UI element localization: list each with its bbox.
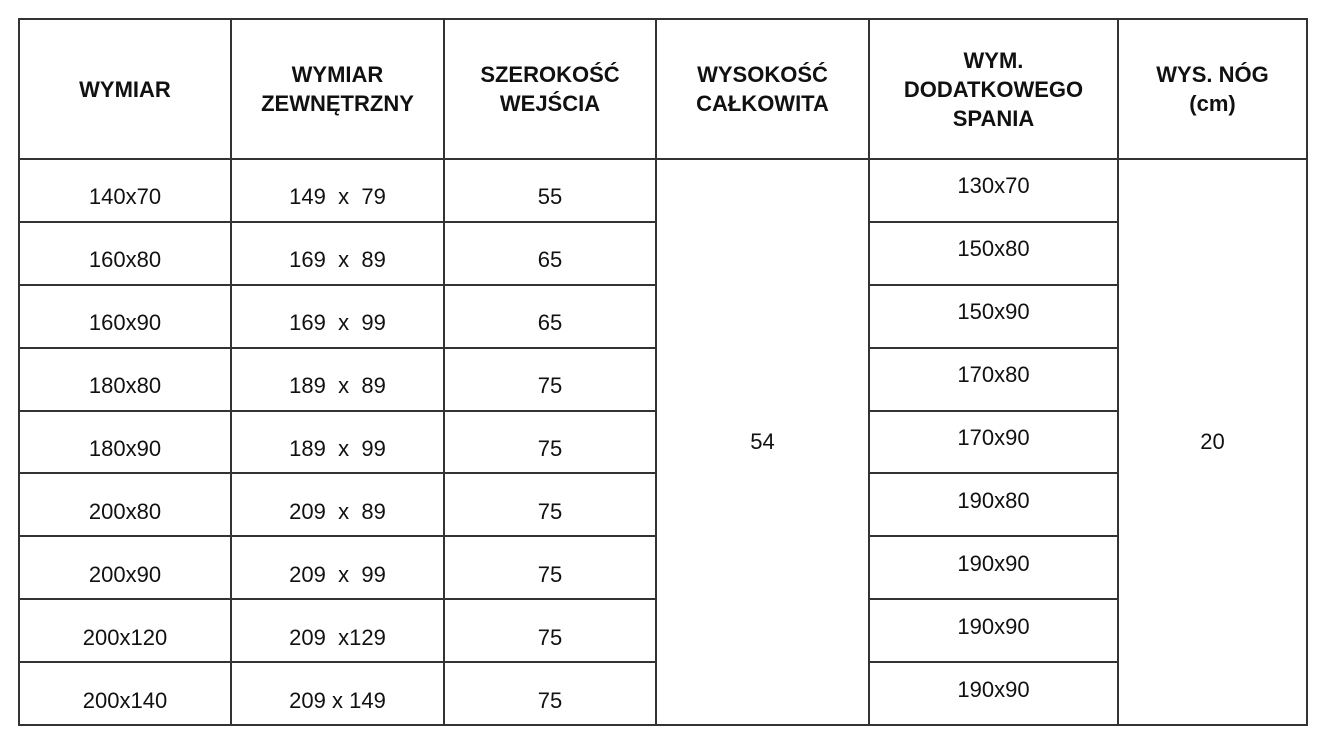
header-entry-width-line: SZEROKOŚĆ [480, 62, 620, 87]
outer-value: 189 x 99 [289, 436, 386, 461]
entry-width-value: 55 [537, 184, 563, 210]
entry-width-cell [444, 473, 656, 536]
entry-width-cell [444, 285, 656, 348]
size-cell [19, 159, 231, 222]
extra-sleep-value: 130x70 [957, 173, 1030, 199]
extra-sleep-cell [869, 662, 1118, 725]
outer-cell [231, 348, 444, 411]
extra-sleep-value: 150x90 [957, 299, 1030, 325]
extra-sleep-cell [869, 599, 1118, 662]
size-value: 180x90 [88, 436, 162, 461]
outer-value: 189 x 89 [289, 373, 386, 399]
extra-sleep-cell [869, 348, 1118, 411]
outer-cell [231, 222, 444, 285]
size-cell [19, 599, 231, 662]
outer-cell [231, 285, 444, 348]
extra-sleep-value: 170x90 [957, 425, 1030, 450]
header-outer [231, 19, 444, 159]
size-value: 140x70 [88, 184, 162, 210]
extra-sleep-value: 150x80 [957, 236, 1030, 262]
entry-width-value: 65 [537, 310, 563, 336]
entry-width-cell [444, 411, 656, 474]
outer-value: 169 x 99 [289, 310, 386, 336]
size-cell [19, 536, 231, 599]
extra-sleep-value: 190x90 [957, 676, 1030, 702]
outer-cell [231, 411, 444, 474]
outer-value: 149 x 79 [289, 184, 386, 210]
leg-height-cell [1118, 159, 1307, 725]
entry-width-value: 75 [537, 373, 563, 399]
entry-width-cell [444, 662, 656, 725]
entry-width-value: 75 [537, 561, 563, 587]
entry-width-value: 75 [537, 498, 563, 524]
size-cell [19, 348, 231, 411]
header-size-line: WYMIAR [79, 76, 171, 102]
header-leg-height [1118, 19, 1307, 159]
size-cell [19, 222, 231, 285]
extra-sleep-cell [869, 285, 1118, 348]
entry-width-value: 75 [537, 624, 563, 650]
total-height-value: 54 [750, 429, 775, 454]
dimensions-table [18, 18, 1308, 726]
outer-value: 209 x 149 [289, 687, 386, 713]
size-value: 200x140 [82, 687, 168, 713]
extra-sleep-value: 190x90 [957, 613, 1030, 639]
entry-width-cell [444, 159, 656, 222]
entry-width-cell [444, 599, 656, 662]
outer-cell [231, 159, 444, 222]
size-value: 160x80 [88, 247, 162, 273]
header-total-height [656, 19, 869, 159]
header-row [19, 19, 1307, 159]
size-value: 200x120 [82, 624, 168, 650]
size-value: 180x80 [88, 373, 162, 399]
header-leg-height-line: (cm) [1189, 91, 1236, 116]
outer-value: 209 x 89 [289, 498, 386, 524]
header-entry-width [444, 19, 656, 159]
outer-cell [231, 599, 444, 662]
extra-sleep-cell [869, 411, 1118, 474]
size-value: 200x80 [88, 498, 162, 524]
header-total-height-line: WYSOKOŚĆ [697, 62, 828, 87]
header-extra-sleep-line: WYM. [963, 47, 1024, 73]
extra-sleep-cell [869, 473, 1118, 536]
extra-sleep-value: 170x80 [957, 362, 1030, 388]
header-total-height-line: CAŁKOWITA [696, 91, 829, 116]
header-size [19, 19, 231, 159]
entry-width-cell [444, 222, 656, 285]
outer-value: 209 x129 [289, 624, 386, 650]
extra-sleep-cell [869, 159, 1118, 222]
header-extra-sleep-line: SPANIA [952, 105, 1035, 131]
total-height-cell [656, 159, 869, 725]
outer-cell [231, 473, 444, 536]
outer-value: 209 x 99 [289, 561, 386, 587]
size-value: 160x90 [88, 310, 162, 336]
size-cell [19, 285, 231, 348]
entry-width-value: 65 [537, 247, 563, 273]
extra-sleep-value: 190x90 [957, 550, 1030, 576]
outer-cell [231, 536, 444, 599]
entry-width-cell [444, 348, 656, 411]
header-leg-height-line: WYS. NÓG [1156, 62, 1269, 87]
extra-sleep-cell [869, 222, 1118, 285]
size-cell [19, 473, 231, 536]
entry-width-value: 75 [537, 436, 563, 461]
size-value: 200x90 [88, 561, 162, 587]
entry-width-value: 75 [537, 687, 563, 713]
outer-value: 169 x 89 [289, 247, 386, 273]
extra-sleep-cell [869, 536, 1118, 599]
size-cell [19, 411, 231, 474]
table-row [19, 159, 1307, 222]
entry-width-cell [444, 536, 656, 599]
size-cell [19, 662, 231, 725]
leg-height-value: 20 [1200, 429, 1225, 454]
extra-sleep-value: 190x80 [957, 487, 1030, 513]
header-entry-width-line: WEJŚCIA [499, 91, 601, 116]
header-extra-sleep-line: DODATKOWEGO [903, 76, 1084, 102]
header-outer-line: ZEWNĘTRZNY [261, 91, 414, 116]
header-extra-sleep [869, 19, 1118, 159]
outer-cell [231, 662, 444, 725]
header-outer-line: WYMIAR [291, 62, 384, 87]
